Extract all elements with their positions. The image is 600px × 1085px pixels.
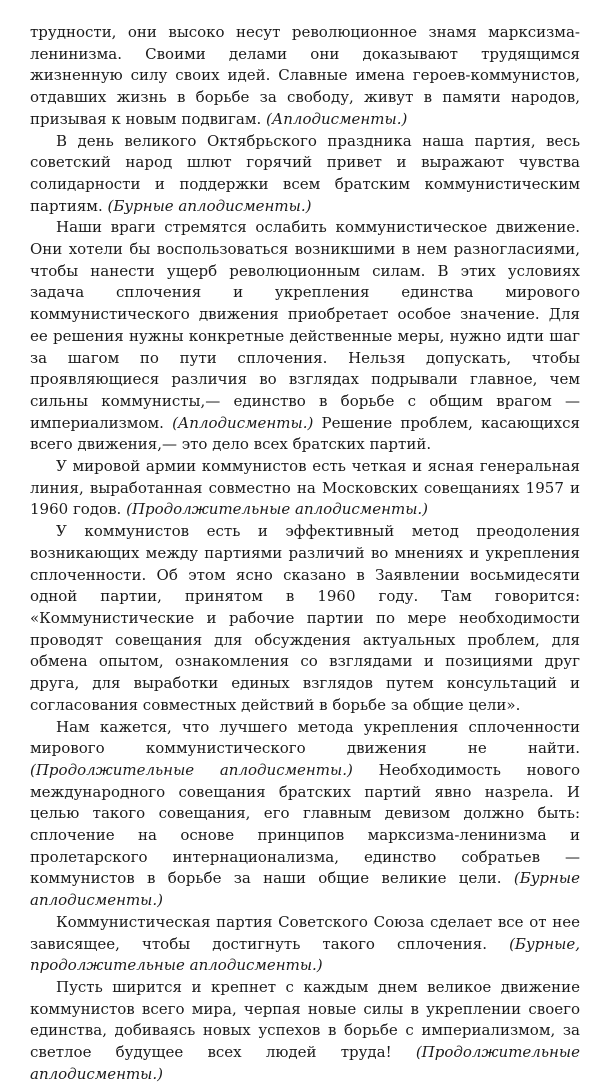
applause-note: (Аплодисменты.): [172, 413, 314, 432]
paragraph-4: [30, 456, 580, 521]
text-run: Пусть ширится и крепнет с каждым днем великое движение коммунистов всего мира, черпая новые силы в укреплении своего единства, добиваясь новых успехов в борьбе с империализмом, за светлое будущее всех людей труда!: [30, 977, 580, 1062]
paragraph-3: [30, 217, 580, 456]
text-run: У коммунистов есть и эффективный метод преодоления возникающих между партиями различий во мнениях и укрепления сплоченности. Об этом ясно сказано в Заявлении восьмидесяти одной партии, принятом в 1960 году. Там говорится: «Коммунистические и рабочие партии по мере необходимости проводят совещания для обсуждения актуальных проблем, для обмена опытом, ознакомления со взглядами и позициями друг друга, для выработки единых взглядов путем консультаций и согласования совместных действий в борьбе за общие цели».: [30, 522, 580, 714]
applause-note: (Продолжительные аплодисменты.): [30, 760, 353, 779]
paragraph-8: [30, 977, 580, 1085]
text-run: трудности, они высоко несут революционное знамя марксизма-ленинизма. Своими делами они доказывают трудящимся жизненную силу своих идей. Славные имена героев-коммунистов, отдавших жизнь в борьбе за свободу, живут в памяти народов, призывая к новым подвигам.: [30, 23, 580, 128]
text-run: Наши враги стремятся ослабить коммунистическое движение. Они хотели бы воспользоваться возникшими в нем разногласиями, чтобы нанести ущерб революционным силам. В этих условиях задача сплочения и укрепления единства мирового коммунистического движения приобретает особое значение. Для ее решения нужны конкретные действенные меры, нужно идти шаг за шагом по пути сплочения. Нельзя допускать, чтобы проявляющиеся различия во взглядах подрывали главное, чем сильны коммунисты,— единство в борьбе с общим врагом — империализмом.: [30, 218, 580, 432]
paragraph-6: [30, 717, 580, 912]
paragraph-5: [30, 521, 580, 716]
paragraph-7: [30, 912, 580, 977]
applause-note: (Продолжительные аплодисменты.): [126, 500, 429, 519]
applause-note: (Бурные аплодисменты.): [30, 869, 580, 910]
applause-note: (Аплодисменты.): [266, 109, 408, 128]
applause-note: (Продолжительные аплодисменты.): [30, 1043, 580, 1083]
text-run: Решение проблем, касающихся всего движения,— это дело всех братских партий.: [30, 413, 580, 454]
text-run: Нам кажется, что лучшего метода укрепления сплоченности мирового коммунистического движения не найти.: [30, 717, 580, 758]
paragraph-1: [30, 22, 580, 131]
text-run: Необходимость нового международного совещания братских партий явно назрела. И целью такого совещания, его главным девизом должно быть: сплочение на основе принципов марксизма-ленинизма и пролетарского интернационализма, единство собратьев — коммунистов в борьбе за наши общие великие цели.: [30, 760, 580, 888]
text-run: У мировой армии коммунистов есть четкая и ясная генеральная линия, выработанная совместно на Московских совещаниях 1957 и 1960 годов.: [30, 457, 580, 519]
text-run: Коммунистическая партия Советского Союза сделает все от нее зависящее, чтобы достигнуть такого сплочения.: [30, 912, 580, 953]
text-run: В день великого Октябрьского праздника наша партия, весь советский народ шлют горячий привет и выражают чувства солидарности и поддержки всем братским коммунистическим партиям.: [30, 131, 580, 215]
paragraph-2: [30, 131, 580, 218]
applause-note: (Бурные, продолжительные аплодисменты.): [30, 934, 580, 975]
applause-note: (Бурные аплодисменты.): [107, 196, 312, 215]
